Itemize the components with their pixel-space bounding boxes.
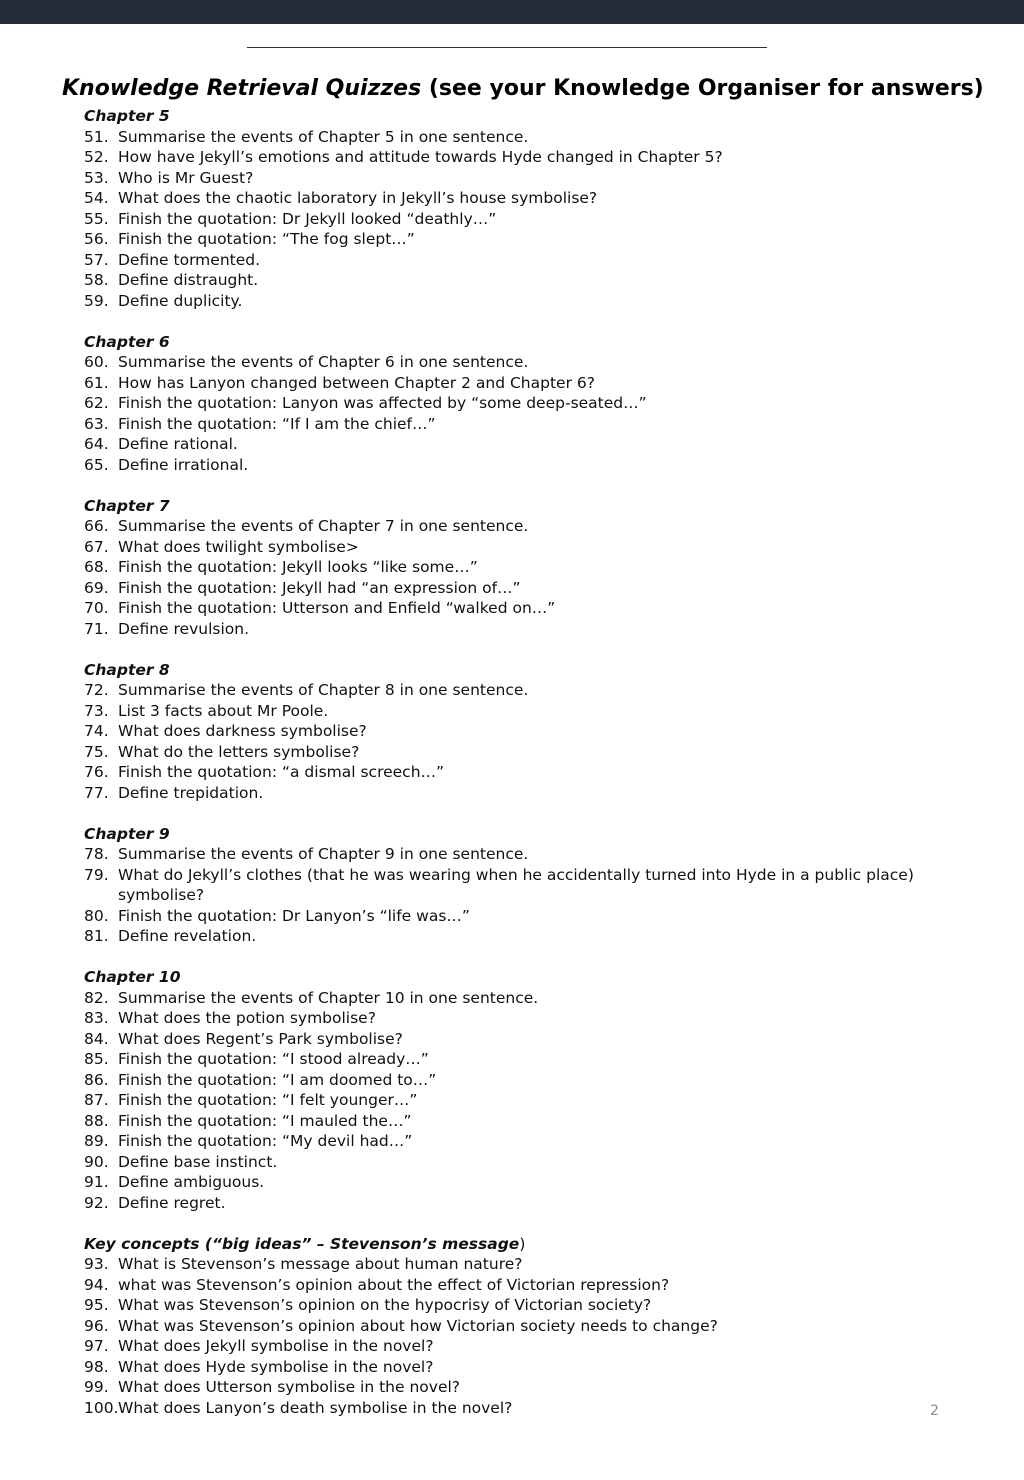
section-gap	[84, 803, 954, 824]
question-item	[84, 783, 954, 804]
question-text: Finish the quotation: Dr Lanyon’s “life was…”	[118, 906, 470, 925]
question-item	[84, 865, 954, 906]
question-text: Summarise the events of Chapter 8 in one sentence.	[118, 681, 529, 699]
question-text: What does the chaotic laboratory in Jekyll’s house symbolise?	[118, 189, 598, 207]
question-text: Define tormented.	[118, 250, 261, 269]
question-text: What does Regent’s Park symbolise?	[118, 1029, 403, 1048]
question-list	[84, 1254, 954, 1418]
question-number: 96.	[84, 1316, 109, 1335]
question-number: 51.	[84, 127, 109, 146]
question-item	[84, 250, 954, 271]
question-number: 63.	[84, 414, 109, 433]
section-gap	[84, 311, 954, 332]
question-text: Define revulsion.	[118, 619, 250, 638]
question-item	[84, 1193, 954, 1214]
quiz-section	[84, 824, 954, 947]
question-text: What does the potion symbolise?	[118, 1009, 376, 1027]
question-number: 54.	[84, 189, 109, 207]
question-number: 64.	[84, 435, 109, 453]
question-text: Define revelation.	[118, 927, 257, 945]
quiz-section	[84, 967, 954, 1213]
question-item	[84, 1295, 954, 1316]
question-text: Define regret.	[118, 1193, 226, 1212]
quiz-section	[84, 106, 954, 311]
question-item	[84, 926, 954, 947]
question-text: Define base instinct.	[118, 1152, 278, 1171]
section-heading	[84, 1234, 954, 1255]
question-item	[84, 1049, 954, 1070]
question-text: Summarise the events of Chapter 7 in one sentence.	[118, 517, 529, 535]
question-text: What do the letters symbolise?	[118, 742, 360, 761]
question-list	[84, 680, 954, 803]
question-item	[84, 844, 954, 865]
question-number: 69.	[84, 578, 109, 597]
question-number: 73.	[84, 701, 109, 720]
question-item	[84, 434, 954, 455]
question-item	[84, 680, 954, 701]
question-item	[84, 455, 954, 476]
question-number: 52.	[84, 148, 109, 166]
question-item	[84, 557, 954, 578]
question-number: 100.	[84, 1398, 119, 1417]
question-text: Who is Mr Guest?	[118, 168, 254, 187]
quiz-section	[84, 496, 954, 640]
question-text: Define distraught.	[118, 271, 259, 289]
question-item	[84, 701, 954, 722]
question-text: What does darkness symbolise?	[118, 722, 367, 740]
question-number: 62.	[84, 394, 109, 412]
section-heading	[84, 824, 954, 845]
page-number: 2	[930, 1403, 939, 1419]
section-heading-suffix: )	[519, 1234, 526, 1253]
section-heading	[84, 660, 954, 681]
question-text: Finish the quotation: “I felt younger…”	[118, 1091, 418, 1109]
section-heading-label: Chapter 6	[84, 332, 170, 351]
section-heading-label: Chapter 9	[84, 824, 170, 843]
question-number: 65.	[84, 455, 109, 474]
section-heading-label: Chapter 10	[84, 968, 181, 986]
question-number: 60.	[84, 353, 109, 371]
question-item	[84, 1090, 954, 1111]
question-number: 89.	[84, 1132, 109, 1150]
question-number: 92.	[84, 1193, 109, 1212]
question-item	[84, 414, 954, 435]
question-number: 70.	[84, 599, 109, 617]
question-list	[84, 844, 954, 947]
question-number: 67.	[84, 537, 109, 556]
question-item	[84, 1008, 954, 1029]
question-text: Summarise the events of Chapter 9 in one sentence.	[118, 845, 529, 863]
question-item	[84, 1029, 954, 1050]
question-text: Define duplicity.	[118, 291, 243, 310]
question-text: What does Utterson symbolise in the novel?	[118, 1378, 461, 1396]
question-item	[84, 1152, 954, 1173]
quiz-section	[84, 1234, 954, 1419]
question-item	[84, 1111, 954, 1132]
question-list	[84, 516, 954, 639]
question-text: What does Jekyll symbolise in the novel?	[118, 1337, 434, 1355]
question-number: 84.	[84, 1029, 109, 1048]
question-number: 90.	[84, 1152, 109, 1171]
question-item	[84, 1070, 954, 1091]
question-number: 83.	[84, 1009, 109, 1027]
question-item	[84, 168, 954, 189]
question-number: 99.	[84, 1378, 109, 1396]
question-text: How has Lanyon changed between Chapter 2 and Chapter 6?	[118, 373, 595, 392]
document-title-rest: (see your Knowledge Organiser for answers)	[421, 76, 984, 101]
question-text: Finish the quotation: Jekyll had “an expression of…”	[118, 578, 521, 597]
section-heading-label: Chapter 7	[84, 496, 170, 515]
section-gap	[84, 1213, 954, 1234]
question-text: What do Jekyll’s clothes (that he was wearing when he accidentally turned into Hyde in a public place) symbolise?	[118, 865, 914, 904]
question-item	[84, 1336, 954, 1357]
question-number: 98.	[84, 1357, 109, 1376]
question-text: What does Hyde symbolise in the novel?	[118, 1357, 434, 1376]
section-heading	[84, 496, 954, 517]
section-heading	[84, 967, 954, 988]
document-title	[62, 74, 984, 104]
top-bar	[0, 0, 1024, 24]
section-gap	[84, 639, 954, 660]
question-item	[84, 906, 954, 927]
question-item	[84, 147, 954, 168]
question-text: How have Jekyll’s emotions and attitude towards Hyde changed in Chapter 5?	[118, 148, 723, 166]
question-number: 80.	[84, 906, 109, 925]
question-item	[84, 1357, 954, 1378]
question-item	[84, 229, 954, 250]
question-list	[84, 352, 954, 475]
question-number: 88.	[84, 1111, 109, 1130]
section-gap	[84, 947, 954, 968]
question-text: Define ambiguous.	[118, 1173, 265, 1191]
question-list	[84, 988, 954, 1214]
question-number: 58.	[84, 271, 109, 289]
header-divider	[247, 47, 767, 48]
question-item	[84, 127, 954, 148]
question-item	[84, 516, 954, 537]
question-number: 72.	[84, 681, 109, 699]
question-number: 61.	[84, 373, 109, 392]
question-item	[84, 537, 954, 558]
quiz-section	[84, 660, 954, 804]
question-number: 81.	[84, 927, 109, 945]
question-text: what was Stevenson’s opinion about the effect of Victorian repression?	[118, 1275, 670, 1294]
document-title-italic: Knowledge Retrieval Quizzes	[62, 76, 422, 101]
question-item	[84, 1254, 954, 1275]
section-heading	[84, 332, 954, 353]
question-item	[84, 598, 954, 619]
question-item	[84, 742, 954, 763]
question-item	[84, 291, 954, 312]
question-text: Define trepidation.	[118, 783, 264, 802]
question-item	[84, 721, 954, 742]
question-text: Finish the quotation: Jekyll looks “like some…”	[118, 558, 478, 576]
question-text: Define irrational.	[118, 455, 249, 474]
question-number: 68.	[84, 558, 109, 576]
question-item	[84, 619, 954, 640]
question-number: 59.	[84, 291, 109, 310]
question-number: 77.	[84, 783, 109, 802]
question-text: What does twilight symbolise>	[118, 537, 359, 556]
question-text: What was Stevenson’s opinion on the hypocrisy of Victorian society?	[118, 1296, 652, 1314]
question-text: Finish the quotation: “The fog slept…”	[118, 230, 415, 248]
question-item	[84, 762, 954, 783]
question-item	[84, 393, 954, 414]
question-item	[84, 373, 954, 394]
question-number: 86.	[84, 1070, 109, 1089]
question-number: 55.	[84, 209, 109, 228]
question-item	[84, 188, 954, 209]
question-text: Finish the quotation: “I am doomed to…”	[118, 1070, 437, 1089]
question-text: What was Stevenson’s opinion about how Victorian society needs to change?	[118, 1316, 718, 1335]
question-number: 53.	[84, 168, 109, 187]
section-heading-label: Chapter 5	[84, 107, 170, 125]
question-item	[84, 988, 954, 1009]
question-item	[84, 270, 954, 291]
question-number: 75.	[84, 742, 109, 761]
section-heading-label: Key concepts (“big ideas” – Stevenson’s message	[84, 1234, 520, 1253]
question-text: Summarise the events of Chapter 5 in one sentence.	[118, 127, 529, 146]
question-text: List 3 facts about Mr Poole.	[118, 701, 329, 720]
question-number: 78.	[84, 845, 109, 863]
question-item	[84, 1172, 954, 1193]
question-number: 97.	[84, 1337, 109, 1355]
question-number: 95.	[84, 1296, 109, 1314]
question-item	[84, 1398, 954, 1419]
question-list	[84, 127, 954, 312]
question-text: Summarise the events of Chapter 10 in one sentence.	[118, 988, 539, 1007]
question-text: What is Stevenson’s message about human nature?	[118, 1255, 523, 1273]
question-item	[84, 352, 954, 373]
question-text: Finish the quotation: “a dismal screech…”	[118, 763, 445, 781]
section-heading-label: Chapter 8	[84, 660, 170, 679]
question-number: 93.	[84, 1255, 109, 1273]
question-item	[84, 1316, 954, 1337]
question-number: 76.	[84, 763, 109, 781]
section-heading	[84, 106, 954, 127]
question-text: Finish the quotation: Dr Jekyll looked “deathly…”	[118, 209, 497, 228]
question-number: 56.	[84, 230, 109, 248]
question-number: 74.	[84, 722, 109, 740]
question-number: 91.	[84, 1173, 109, 1191]
question-text: Finish the quotation: Lanyon was affected by “some deep-seated…”	[118, 394, 647, 412]
question-item	[84, 578, 954, 599]
question-text: Finish the quotation: “I stood already…”	[118, 1050, 429, 1068]
question-text: Finish the quotation: “I mauled the…”	[118, 1111, 412, 1130]
question-item	[84, 1131, 954, 1152]
quiz-content	[84, 106, 954, 1418]
question-number: 79.	[84, 865, 109, 884]
question-item	[84, 1275, 954, 1296]
question-number: 94.	[84, 1275, 109, 1294]
question-number: 66.	[84, 517, 109, 535]
question-text: Finish the quotation: “My devil had…”	[118, 1132, 413, 1150]
question-text: Finish the quotation: “If I am the chief…”	[118, 414, 436, 433]
question-number: 71.	[84, 619, 109, 638]
section-gap	[84, 475, 954, 496]
question-text: Define rational.	[118, 435, 238, 453]
question-text: Summarise the events of Chapter 6 in one sentence.	[118, 353, 529, 371]
question-number: 57.	[84, 250, 109, 269]
question-number: 87.	[84, 1091, 109, 1109]
question-number: 85.	[84, 1050, 109, 1068]
question-text: What does Lanyon’s death symbolise in the novel?	[118, 1398, 513, 1417]
question-text: Finish the quotation: Utterson and Enfield “walked on…”	[118, 599, 556, 617]
quiz-section	[84, 332, 954, 476]
question-number: 82.	[84, 988, 109, 1007]
question-item	[84, 1377, 954, 1398]
question-item	[84, 209, 954, 230]
